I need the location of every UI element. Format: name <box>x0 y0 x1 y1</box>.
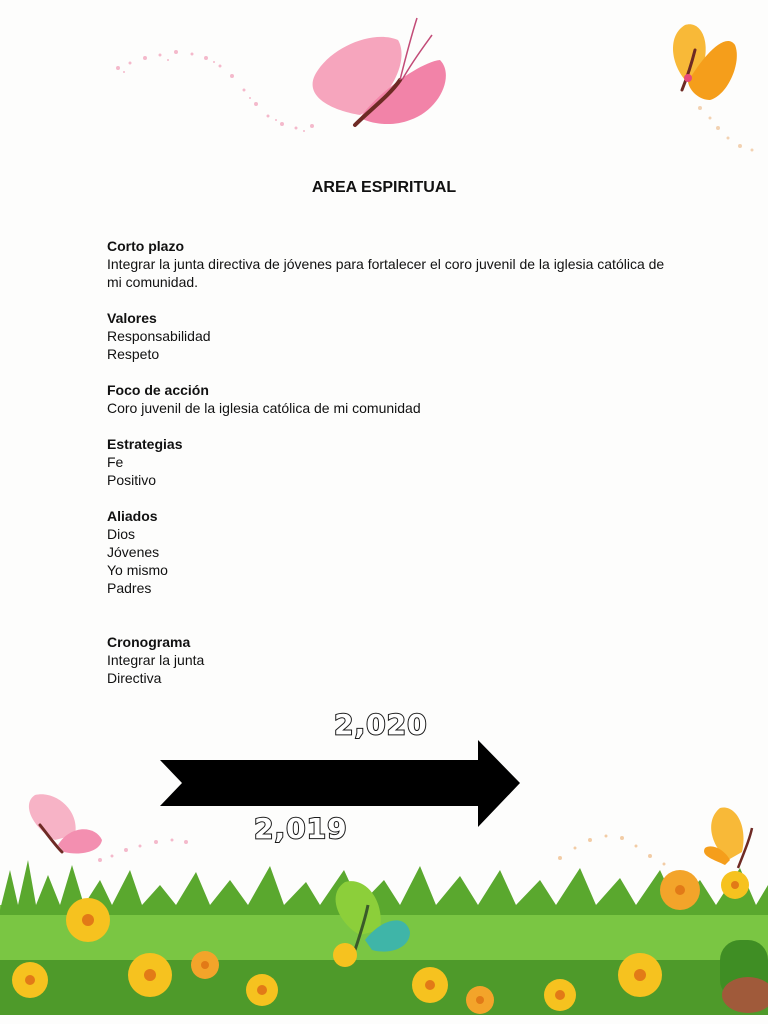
section-heading: Cronograma <box>107 634 191 650</box>
section-line: Responsabilidad <box>107 328 211 344</box>
section-line: Integrar la junta directiva de jóvenes para fortalecer el coro juvenil de la iglesia católica de mi comunidad. <box>107 256 665 290</box>
sparkle-trail-top <box>116 50 314 132</box>
plan-content <box>107 237 667 705</box>
timeline-end-year: 2,020 <box>334 708 428 741</box>
butterfly-icon <box>313 18 446 125</box>
section-heading: Estrategias <box>107 436 183 452</box>
section <box>107 435 667 489</box>
butterfly-icon <box>704 808 752 868</box>
section-heading: Corto plazo <box>107 238 184 254</box>
section-line: Dios <box>107 526 136 542</box>
section-heading: Valores <box>107 310 157 326</box>
section <box>107 633 667 687</box>
section <box>107 309 667 363</box>
section-line: Directiva <box>107 670 162 686</box>
section <box>107 381 667 417</box>
section-line: Yo mismo <box>107 562 168 578</box>
section-line: Positivo <box>107 472 157 488</box>
section-heading: Foco de acción <box>107 382 209 398</box>
sparkle-trail-bottom-right <box>558 835 666 866</box>
sparkle-trail-bottom-left <box>98 839 188 863</box>
section-line: Integrar la junta <box>107 652 205 668</box>
butterfly-icon <box>673 24 737 100</box>
section-line: Jóvenes <box>107 544 160 560</box>
page-title: AREA ESPIRITUAL <box>311 179 457 196</box>
section-line: Respeto <box>107 346 160 362</box>
timeline-start-year: 2,019 <box>254 812 348 845</box>
section-heading: Aliados <box>107 508 158 524</box>
section <box>107 237 667 291</box>
section <box>107 507 667 597</box>
section-line: Padres <box>107 580 152 596</box>
section-line: Coro juvenil de la iglesia católica de mi comunidad <box>107 400 421 416</box>
butterfly-icon <box>29 794 102 853</box>
section-line: Fe <box>107 454 124 470</box>
sparkle-trail-right <box>698 106 754 152</box>
